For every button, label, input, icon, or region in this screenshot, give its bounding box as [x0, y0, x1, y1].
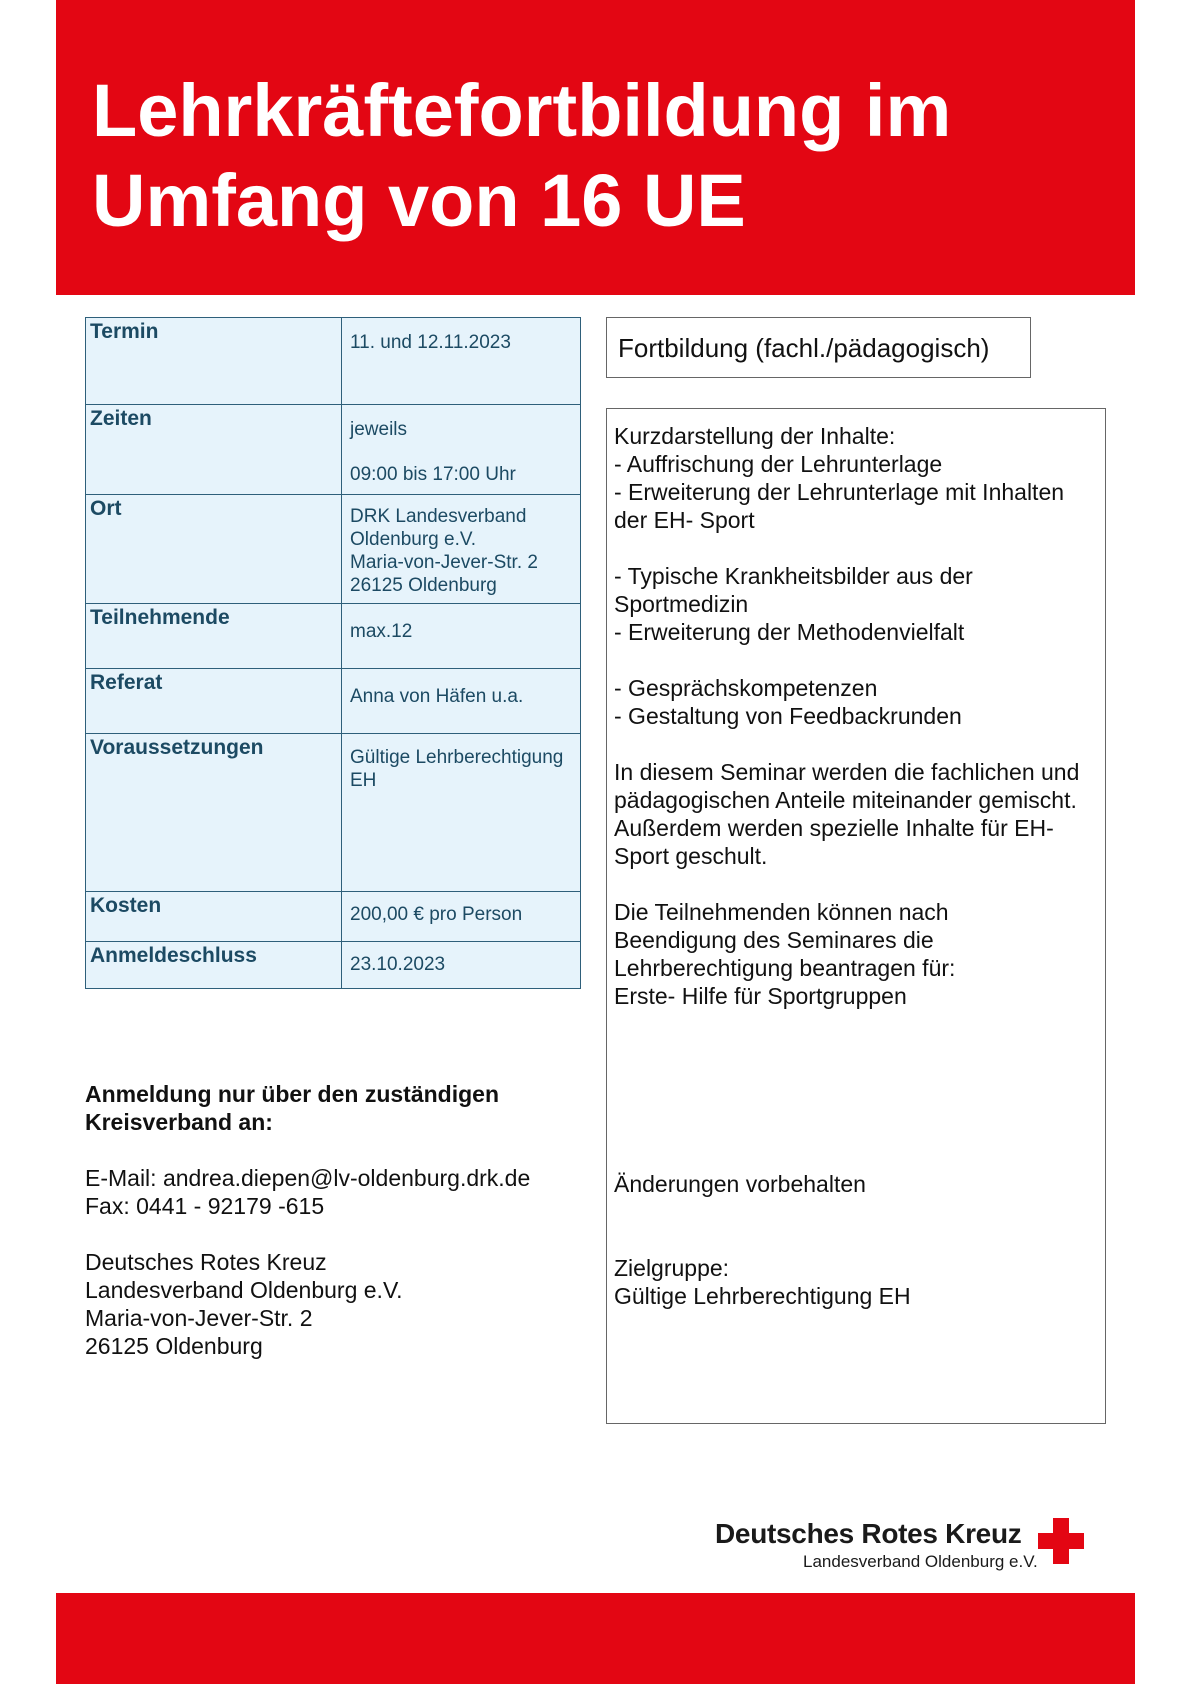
referat-label: Referat: [86, 669, 342, 734]
content-item: - Erweiterung der Methodenvielfalt: [614, 619, 965, 645]
teilnehmende-value: max.12: [342, 604, 581, 669]
registration-info: [85, 1080, 585, 1388]
course-type-box: [606, 317, 1031, 378]
table-row-zeiten: [86, 405, 581, 495]
target-group-label: Zielgruppe:: [614, 1255, 730, 1281]
registration-heading: [85, 1080, 585, 1136]
registration-address: [85, 1248, 585, 1360]
content-item: - Auffrischung der Lehrunterlage: [614, 451, 943, 477]
zeiten-value: [342, 405, 581, 495]
voraussetzungen-value: [342, 734, 581, 892]
course-details-table: [85, 317, 581, 989]
content-medical: [614, 562, 1099, 646]
anmeldeschluss-label: Anmeldeschluss: [86, 942, 342, 989]
content-summary: [614, 422, 1099, 534]
participants-line: Die Teilnehmenden können nach: [614, 899, 949, 925]
content-item: - Gestaltung von Feedbackrunden: [614, 703, 962, 729]
title-line-2: Umfang von 16 UE: [92, 159, 746, 242]
content-item: - Erweiterung der Lehrunterlage mit Inhalten: [614, 479, 1065, 505]
content-item: - Gesprächskompetenzen: [614, 675, 878, 701]
table-row-anmeldeschluss: [86, 942, 581, 989]
zeiten-line-1: jeweils: [350, 419, 408, 440]
termin-label: Termin: [86, 318, 342, 405]
referat-value: Anna von Häfen u.a.: [342, 669, 581, 734]
seminar-line: Sport geschult.: [614, 843, 768, 869]
teilnehmende-label: Teilnehmende: [86, 604, 342, 669]
course-type-label: Fortbildung (fachl./pädagogisch): [618, 333, 990, 363]
registration-contact: [85, 1164, 585, 1220]
zeiten-label: Zeiten: [86, 405, 342, 495]
participants-line: Erste- Hilfe für Sportgruppen: [614, 983, 907, 1009]
footer-band: [56, 1593, 1135, 1684]
address-line: Landesverband Oldenburg e.V.: [85, 1277, 403, 1303]
drk-logo: [710, 1518, 1090, 1578]
table-row-ort: [86, 495, 581, 604]
registration-heading-line: Kreisverband an:: [85, 1109, 273, 1135]
kosten-label: Kosten: [86, 892, 342, 942]
changes-note: Änderungen vorbehalten: [614, 1171, 866, 1197]
table-row-kosten: [86, 892, 581, 942]
address-line: 26125 Oldenburg: [85, 1333, 263, 1359]
ort-line-4: 26125 Oldenburg: [350, 575, 497, 596]
content-footer: [614, 1170, 911, 1310]
content-item: Sportmedizin: [614, 591, 749, 617]
seminar-line: Außerdem werden spezielle Inhalte für EH-: [614, 815, 1054, 841]
content-item: der EH- Sport: [614, 507, 755, 533]
table-row-termin: [86, 318, 581, 405]
registration-email: E-Mail: andrea.diepen@lv-oldenburg.drk.de: [85, 1165, 531, 1191]
anmeldeschluss-value: 23.10.2023: [342, 942, 581, 989]
ort-line-1: DRK Landesverband: [350, 506, 527, 527]
registration-fax: Fax: 0441 - 92179 -615: [85, 1193, 325, 1219]
logo-subline: Landesverband Oldenburg e.V.: [803, 1552, 1038, 1571]
zeiten-spacer: [350, 441, 572, 463]
content-participants-info: [614, 898, 1099, 1010]
content-heading: Kurzdarstellung der Inhalte:: [614, 423, 896, 449]
content-item: - Typische Krankheitsbilder aus der: [614, 563, 973, 589]
seminar-line: In diesem Seminar werden die fachlichen und: [614, 759, 1080, 785]
kosten-value: 200,00 € pro Person: [342, 892, 581, 942]
termin-value: 11. und 12.11.2023: [342, 318, 581, 405]
seminar-line: pädagogischen Anteile miteinander gemischt.: [614, 787, 1077, 813]
voraussetzungen-line-1: Gültige Lehrberechtigung: [350, 747, 564, 768]
registration-heading-line: Anmeldung nur über den zuständigen: [85, 1081, 499, 1107]
logo-name: Deutsches Rotes Kreuz: [715, 1518, 1022, 1549]
table-row-teilnehmende: [86, 604, 581, 669]
zeiten-line-2: 09:00 bis 17:00 Uhr: [350, 464, 516, 485]
voraussetzungen-label: Voraussetzungen: [86, 734, 342, 892]
ort-label: Ort: [86, 495, 342, 604]
title-line-1: Lehrkräftefortbildung im: [92, 69, 952, 152]
address-line: Maria-von-Jever-Str. 2: [85, 1305, 313, 1331]
table-row-referat: [86, 669, 581, 734]
participants-line: Beendigung des Seminares die: [614, 927, 934, 953]
voraussetzungen-line-2: EH: [350, 770, 377, 791]
address-line: Deutsches Rotes Kreuz: [85, 1249, 327, 1275]
table-row-voraussetzungen: [86, 734, 581, 892]
target-group-value: Gültige Lehrberechtigung EH: [614, 1283, 911, 1309]
ort-value: [342, 495, 581, 604]
content-seminar-description: [614, 758, 1099, 870]
page-title: [92, 66, 951, 246]
ort-line-2: Oldenburg e.V.: [350, 529, 477, 550]
participants-line: Lehrberechtigung beantragen für:: [614, 955, 956, 981]
ort-line-3: Maria-von-Jever-Str. 2: [350, 552, 538, 573]
content-communication: [614, 674, 1099, 730]
red-cross-icon: [1038, 1518, 1084, 1564]
